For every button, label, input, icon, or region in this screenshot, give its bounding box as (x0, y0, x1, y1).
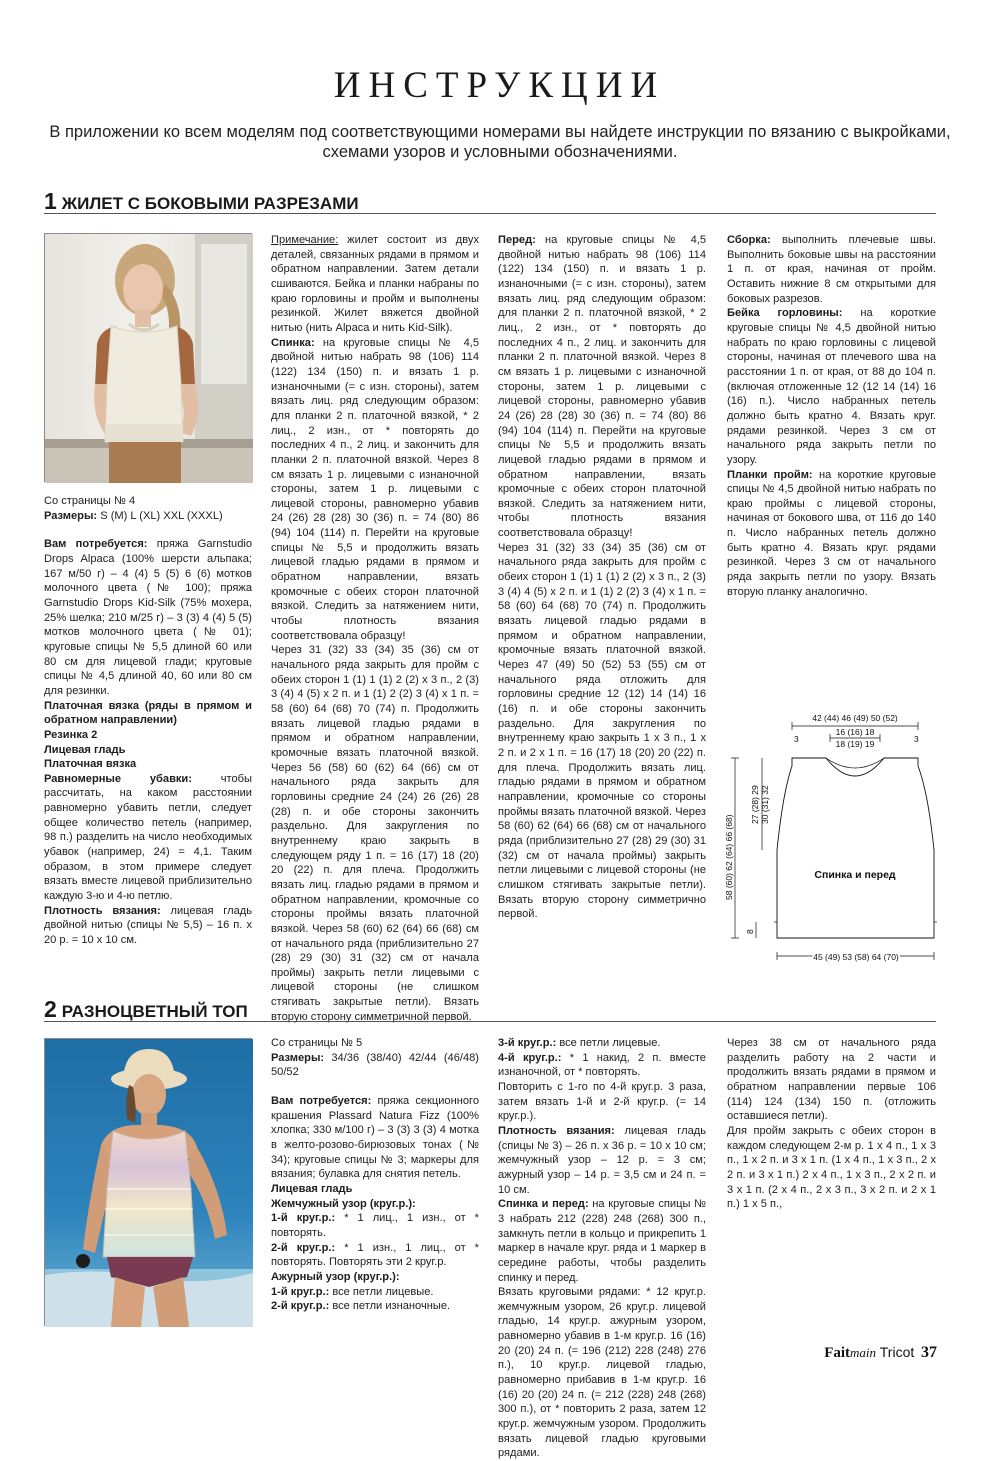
s1-assembly-label: Сборка: (727, 234, 771, 246)
s1-materials-label: Вам потребуется: (44, 538, 148, 551)
s2-back-front (498, 1197, 706, 1285)
s1-column-1 (44, 494, 252, 948)
s1-from-page: Со страницы № 4 (44, 495, 136, 507)
top-photo (44, 1038, 252, 1326)
s2-back-front-4: Для пройм закрыть с обеих сторон в каждом следующем 2-м р. 1 х 4 п., 1 х 3 п., 1 х 2 п. и 3 х 1 п. (1 х 4 п., 1 х 3 п., 2 х 2 п. и 3 х 1 п.) 2 х 4 п., 1 х 3 п., 2 х 2 п. и 3 х 1 п. (2 х 4 п., 2 х 3 п., 3 х 2 п. и 2 х 1 п.) 1 х 5 п., (727, 1124, 936, 1211)
s1-density-value: лицевая гладь двойной нитью (спицы № 5,5) – 16 п. х 20 р. = 10 х 10 см. (44, 904, 252, 947)
brand-fait: Fait (824, 1345, 851, 1361)
s1-back-2: Через 31 (32) 33 (34) 35 (36) см от начального ряда закрыть для пройм с обеих сторон 1 (1) 1 (1) 2 (2) х 3 п., 2 (3) 3 (4) 4 (5) х 2 п. и 1 (1) 2 (2) 3 (4) х 1 п. = 58 (60) 64 (68) 70 (74) п. Продолжить вязать лицевой гладью рядами в прямом и обратном направлении, кромочные вязать платочной вязкой. Через 56 (58) 60 (62) 64 (66) см от начального ряда закрыть для горловины средние 24 (24) 26 (26) 28 (28) п. и обе стороны закончить раздельно. Для закругления по внутреннему краю закрыть в следующем ряду 1 п. = 16 (17) 18 (20) 20 (22) п. для плеча. Продолжить вязать лиц. гладью рядами в прямом и обратном направлении, кромочные со стороны проймы вязать платочной вязкой. Через 58 (60) 62 (64) 66 (68) см от начального ряда (приблизительно 27 (28) 29 (30) 31 (32) см от начала проймы) закрыть петли лицевыми с лицевой стороны (не слишком стягивать закрытые петли). Вязать вторую сторону симметричной первой. (271, 644, 479, 1023)
s1-armhole-label: Планки пройм: (727, 468, 813, 481)
schema-drawing (722, 708, 940, 970)
schema-armhole-label: 27 (28) 29 (750, 785, 760, 824)
schema-armhole-label-2: 30 (31) 32 (760, 785, 770, 824)
s1-assembly-value: выполнить плечевые швы. Выполнить боковые швы на расстоянии 1 п. от края, начиная от пройм. Оставить нижние 8 см открытыми для боковых разрезов. (727, 234, 936, 305)
s1-pattern-2: Резинка 2 (44, 728, 98, 741)
s2-pattern-1: Лицевая гладь (271, 1182, 353, 1195)
top-photo-illustration (45, 1039, 253, 1327)
s1-density-label: Плотность вязания: (44, 904, 161, 917)
s2-row-1: 1-й круг.р.: * 1 лиц., 1 изн., от * повторять. (271, 1212, 479, 1239)
s1-even-label: Равномерные убавки: (44, 772, 192, 785)
s1-note (271, 233, 479, 336)
s2-materials-value: пряжа секционного крашения Plassard Natura Fizz (100% хлопка; 330 м/100 г) – 3 (3) 3 (3) 4 мотка в желто-розово-бирюзовых тонах (№ 34); круговые спицы № 3; маркеры для вязания; булавка для снятия петель. (271, 1094, 480, 1181)
s2-sizes-value: 34/36 (38/40) 42/44 (46/48) 50/52 (271, 1051, 479, 1079)
schema-side-right: 3 (914, 734, 919, 744)
section-2-heading (44, 998, 936, 1022)
s2-column-3 (498, 1036, 706, 1460)
brand-tricot: Tricot (879, 1344, 915, 1360)
s2-bf-label: Спинка и перед: (498, 1198, 589, 1211)
s1-sizes-value: S (M) L (XL) XXL (XXXL) (100, 509, 223, 522)
s1-front-label: Перед: (498, 234, 536, 246)
s1-back-value: на круговые спицы № 4,5 двойной нитью набрать 98 (106) 114 (122) 134 (150) п. и вязать 1 р. изнаночными (= с изн. стороны), затем вязать лиц. ряд следующим образом: для планки 2 п. платочной вязкой, * 2 лиц., 2 изн., от * повторять до последних 4 п., 2 лиц. и закончить для планки 2 п. платочной вязкой. Через 8 см вязать 1 р. лицевыми с изнаночной стороны, затем 1 р. лицевыми с лицевой стороны, равномерно убавив 24 (26) 28 (28) 30 (36) п. = 74 (80) 86 (94) 104 (114) п. Перейти на круговые спицы № 5,5 и продолжить вязать лицевой гладью рядами в прямом и обратном направлении, вязать кромочные с обеих сторон платочной вязкой. Следить за натяжением нити, чтобы плотность вязания соответствовала образцу! (271, 336, 479, 642)
section-2-title: РАЗНОЦВЕТНЫЙ ТОП (61, 1002, 248, 1021)
s2-lace-row-3: 3-й круг.р.: все петли лицевые. (498, 1037, 661, 1049)
s1-armhole (727, 468, 936, 600)
s2-column-4 (727, 1036, 936, 1212)
vest-photo (44, 233, 252, 482)
page-title: ИНСТРУКЦИИ (333, 65, 666, 106)
schema-top-label: 42 (44) 46 (49) 50 (52) (812, 713, 898, 723)
s2-from-page: Со страницы № 5 (271, 1037, 363, 1049)
s2-back-front-2: Вязать круговыми рядами: * 12 круг.р. жемчужным узором, 26 круг.р. лицевой гладью, 14 круг.р. ажурным узором, равномерно убавив в 1-м круг.р. 16 (16) 20 (20) 24 п. (= 196 (212) 228 (248) 276 п.), 10 круг.р. лицевой гладью, равномерно прибавив в 1-м круг.р. 16 (16) 20 (20) 24 п. (= 212 (228) 248 (268) 300 п.), от * повторить 2 раза, затем 12 круг.р. жемчужным узором. Продолжить вязать лицевой гладью круговыми рядами. (498, 1286, 706, 1460)
vest-photo-illustration (45, 234, 253, 483)
schema-neck-label-2: 18 (19) 19 (835, 739, 875, 749)
s1-density (44, 904, 252, 948)
s2-sizes-label: Размеры: (271, 1051, 325, 1064)
s1-front-2: Через 31 (32) 33 (34) 35 (36) см от начального ряда закрыть для пройм с обеих сторон 1 (1) 1 (1) 2 (2) х 3 п., 2 (3) 3 (4) 4 (5) х 2 п. и 1 (1) 2 (2) 3 (4) х 1 п. = 58 (60) 64 (68) 70 (74) п. Продолжить вязать лицевой гладью рядами в прямом и обратном направлении, кромочные вязать платочной вязкой. Через 47 (49) 50 (52) 53 (55) см от начального ряда отложить для горловины средние 12 (12) 14 (14) 16 (16) п. и обе стороны закончить раздельно. Для закругления по внутреннему краю закрыть 1 х 3 п., 1 х 2 п. и 2 х 1 п. = 16 (17) 18 (20) 20 (22) п. для плеча. Продолжить вязать лиц. гладью рядами в прямом и обратном направлении, кромочные со стороны проймы вязать платочной вязкой. Через 58 (60) 62 (64) 66 (68) см от начального ряда (приблизительно 27 (28) 29 (30) 31 (32) см от начала проймы) закрыть петли лицевыми с лицевой стороны (не слишком стягивать закрытые петли). Вязать вторую сторону симметрично первой. (498, 541, 706, 921)
schema-slit-label: 8 (745, 929, 755, 934)
s2-back-front-3: Через 38 см от начального ряда разделить работу на 2 части и продолжить вязать рядами в прямом и обратном направлении первые 106 (114) 124 (134) 150 п. (отложить оставшиеся петли). (727, 1037, 936, 1123)
s2-lace-row-1: 1-й круг.р.: все петли лицевые. (271, 1285, 434, 1298)
page-footer (824, 1344, 937, 1362)
schema-bottom-label: 45 (49) 53 (58) 64 (70) (813, 952, 899, 962)
section-1-title: ЖИЛЕТ С БОКОВЫМИ РАЗРЕЗАМИ (61, 194, 359, 213)
s1-armhole-value: на короткие круговые спицы № 4,5 двойной нитью набрать по краю проймы с лицевой стороны, начиная от бокового шва, от 116 до 140 п. Число набранных петель должно быть кратно 4. Вязать круг. рядами резинкой. Через 3 см от начального ряда закрыть петли по узору. Вязать вторую планку аналогично. (727, 468, 936, 598)
section-1-heading (44, 190, 936, 214)
s1-back-label: Спинка: (271, 336, 315, 349)
s1-sizes-label: Размеры: (44, 509, 98, 522)
s1-materials-value: пряжа Garnstudio Drops Alpaca (100% шерсти альпака; 167 м/50 г) – 4 (4) 5 (5) 6 (6) мотков молочного цвета (№ 100); пряжа Garnstudio Drops Kid-Silk (75% мохера, 25% шелка; 210 м/25 г) – 3 (3) 4 (4) 5 (5) мотков молочного цвета (№ 01); круговые спицы № 5,5 длиной 60 или 80 см для лицевой глади; круговые спицы № 4,5 длиной 40, 60 или 80 см для резинки. (44, 538, 253, 697)
intro-text: В приложении ко всем моделям под соответствующими номерами вы найдете инструкции по вязанию с выкройками, схемами узоров и условными обозначениями. (49, 123, 951, 161)
s2-materials-label: Вам потребуется: (271, 1094, 372, 1107)
s1-pattern-3: Лицевая гладь (44, 743, 126, 756)
s2-pattern-2: Жемчужный узор (круг.р.): (271, 1197, 416, 1210)
s1-pattern-1: Платочная вязка (ряды в прямом и обратном направлении) (44, 699, 252, 727)
s1-note-label: Примечание: (271, 234, 339, 246)
vest-schema (722, 708, 940, 970)
s2-density (498, 1124, 706, 1197)
section-1-number: 1 (44, 188, 57, 214)
s2-repeat: Повторить с 1-го по 4-й круг.р. 3 раза, затем вязать 1-й и 2-й круг.р. (= 14 круг.р.). (498, 1080, 706, 1123)
s1-neckband (727, 306, 936, 467)
schema-total-height: 58 (60) 62 (64) 66 (68) (724, 814, 734, 900)
section-2-number: 2 (44, 996, 57, 1022)
s1-column-4 (727, 233, 936, 599)
s1-back (271, 336, 479, 644)
s2-materials (271, 1094, 479, 1182)
s1-sizes (44, 509, 252, 524)
s2-sizes (271, 1051, 479, 1080)
s2-pattern-3: Ажурный узор (круг.р.): (271, 1270, 400, 1283)
s1-column-2 (271, 233, 479, 1023)
s1-neck-value: на короткие круговые спицы № 4,5 двойной нитью набрать по краю горловины с лицевой стороны, начиная от плечевого шва на расстоянии 1 п. от края, от 88 до 104 п. (включая отложенные 12 (12 14 (14) 16 (16) п.). Число набранных петель должно быть кратно 4. Вязать круг. рядами резинкой. Через 3 см от начального ряда закрыть петли по узору. (727, 307, 936, 466)
s1-front-value: на круговые спицы № 4,5 двойной нитью набрать 98 (106) 114 (122) 134 (150) п. и вязать 1 р. изнаночными (= с изн. стороны), затем вязать лиц. ряд следующим образом: для планки 2 п. платочной вязкой, * 2 лиц., 2 изн., от * повторять до последних 4 п., 2 лиц. и закончить для планки 2 п. платочной вязкой. Через 8 см вязать 1 р. лицевыми с изнаночной стороны, затем 1 р. лицевыми с лицевой стороны, равномерно убавив 24 (26) 28 (28) 30 (36) п. = 74 (80) 86 (94) 104 (114) п. Перейти на круговые спицы № 5,5 и продолжить вязать лицевой гладью рядами в прямом и обратном направлении, вязать кромочные с обеих сторон платочной вязкой. Следить за натяжением нити, чтобы плотность вязания соответствовала образцу! (498, 234, 706, 540)
s2-density-label: Плотность вязания: (498, 1124, 615, 1137)
schema-piece-name: Спинка и перед (814, 869, 896, 881)
brand-main: main (850, 1345, 877, 1360)
s2-row-2: 2-й круг.р.: * 1 изн., 1 лиц., от * повторять. Повторять эти 2 круг.р. (271, 1241, 479, 1269)
s1-front (498, 233, 706, 541)
schema-neck-label-1: 16 (16) 18 (835, 727, 875, 737)
s1-neck-label: Бейка горловины: (727, 307, 843, 320)
s1-pattern-4: Платочная вязка (44, 758, 137, 771)
page-number: 37 (921, 1344, 937, 1361)
schema-side-left: 3 (794, 734, 799, 744)
s2-lace-row-2: 2-й круг.р.: все петли изнаночные. (271, 1300, 451, 1313)
s2-lace-row-4: 4-й круг.р.: * 1 накид, 2 п. вместе изнаночной, от * повторять. (498, 1051, 706, 1079)
s1-column-3 (498, 233, 706, 922)
s1-even-decreases (44, 772, 252, 904)
s1-even-value: чтобы рассчитать, на каком расстоянии равномерно убавить петли, следует общее количество петель (например, 98 п.) разделить на число необходимых убавок (например, 24) = 4,1. Таким образом, в этом примере следует вязать вместе лицевой приблизительно каждую 3-ю и 4-ю петлю. (44, 772, 252, 903)
schema-garment-outline (777, 758, 934, 938)
s1-materials (44, 537, 252, 698)
s1-note-value: жилет состоит из двух деталей, связанных рядами в прямом и обратном направлении. Затем детали сшиваются. Бейка и планки набраны по краю горловины и пройм и выполнены резинкой. Жилет вяжется двойной нитью (нить Alpaca и нить Kid-Silk). (271, 234, 479, 334)
s1-assembly (727, 233, 936, 306)
s2-bf-value: на круговые спицы № 3 набрать 212 (228) 248 (268) 300 п., замкнуть петли в кольцо и прикрепить 1 маркер в начале круг. ряда и 1 маркер в середине работы, чтобы разделить спинку и перед. (498, 1198, 706, 1284)
s2-density-value: лицевая гладь (спицы № 3) – 26 п. х 36 р. = 10 х 10 см; жемчужный узор – 12 р. = 3 см; ажурный узор – 14 р. = 3,5 см и 24 п. = 10 см. (498, 1124, 706, 1196)
s2-column-2 (271, 1036, 479, 1314)
